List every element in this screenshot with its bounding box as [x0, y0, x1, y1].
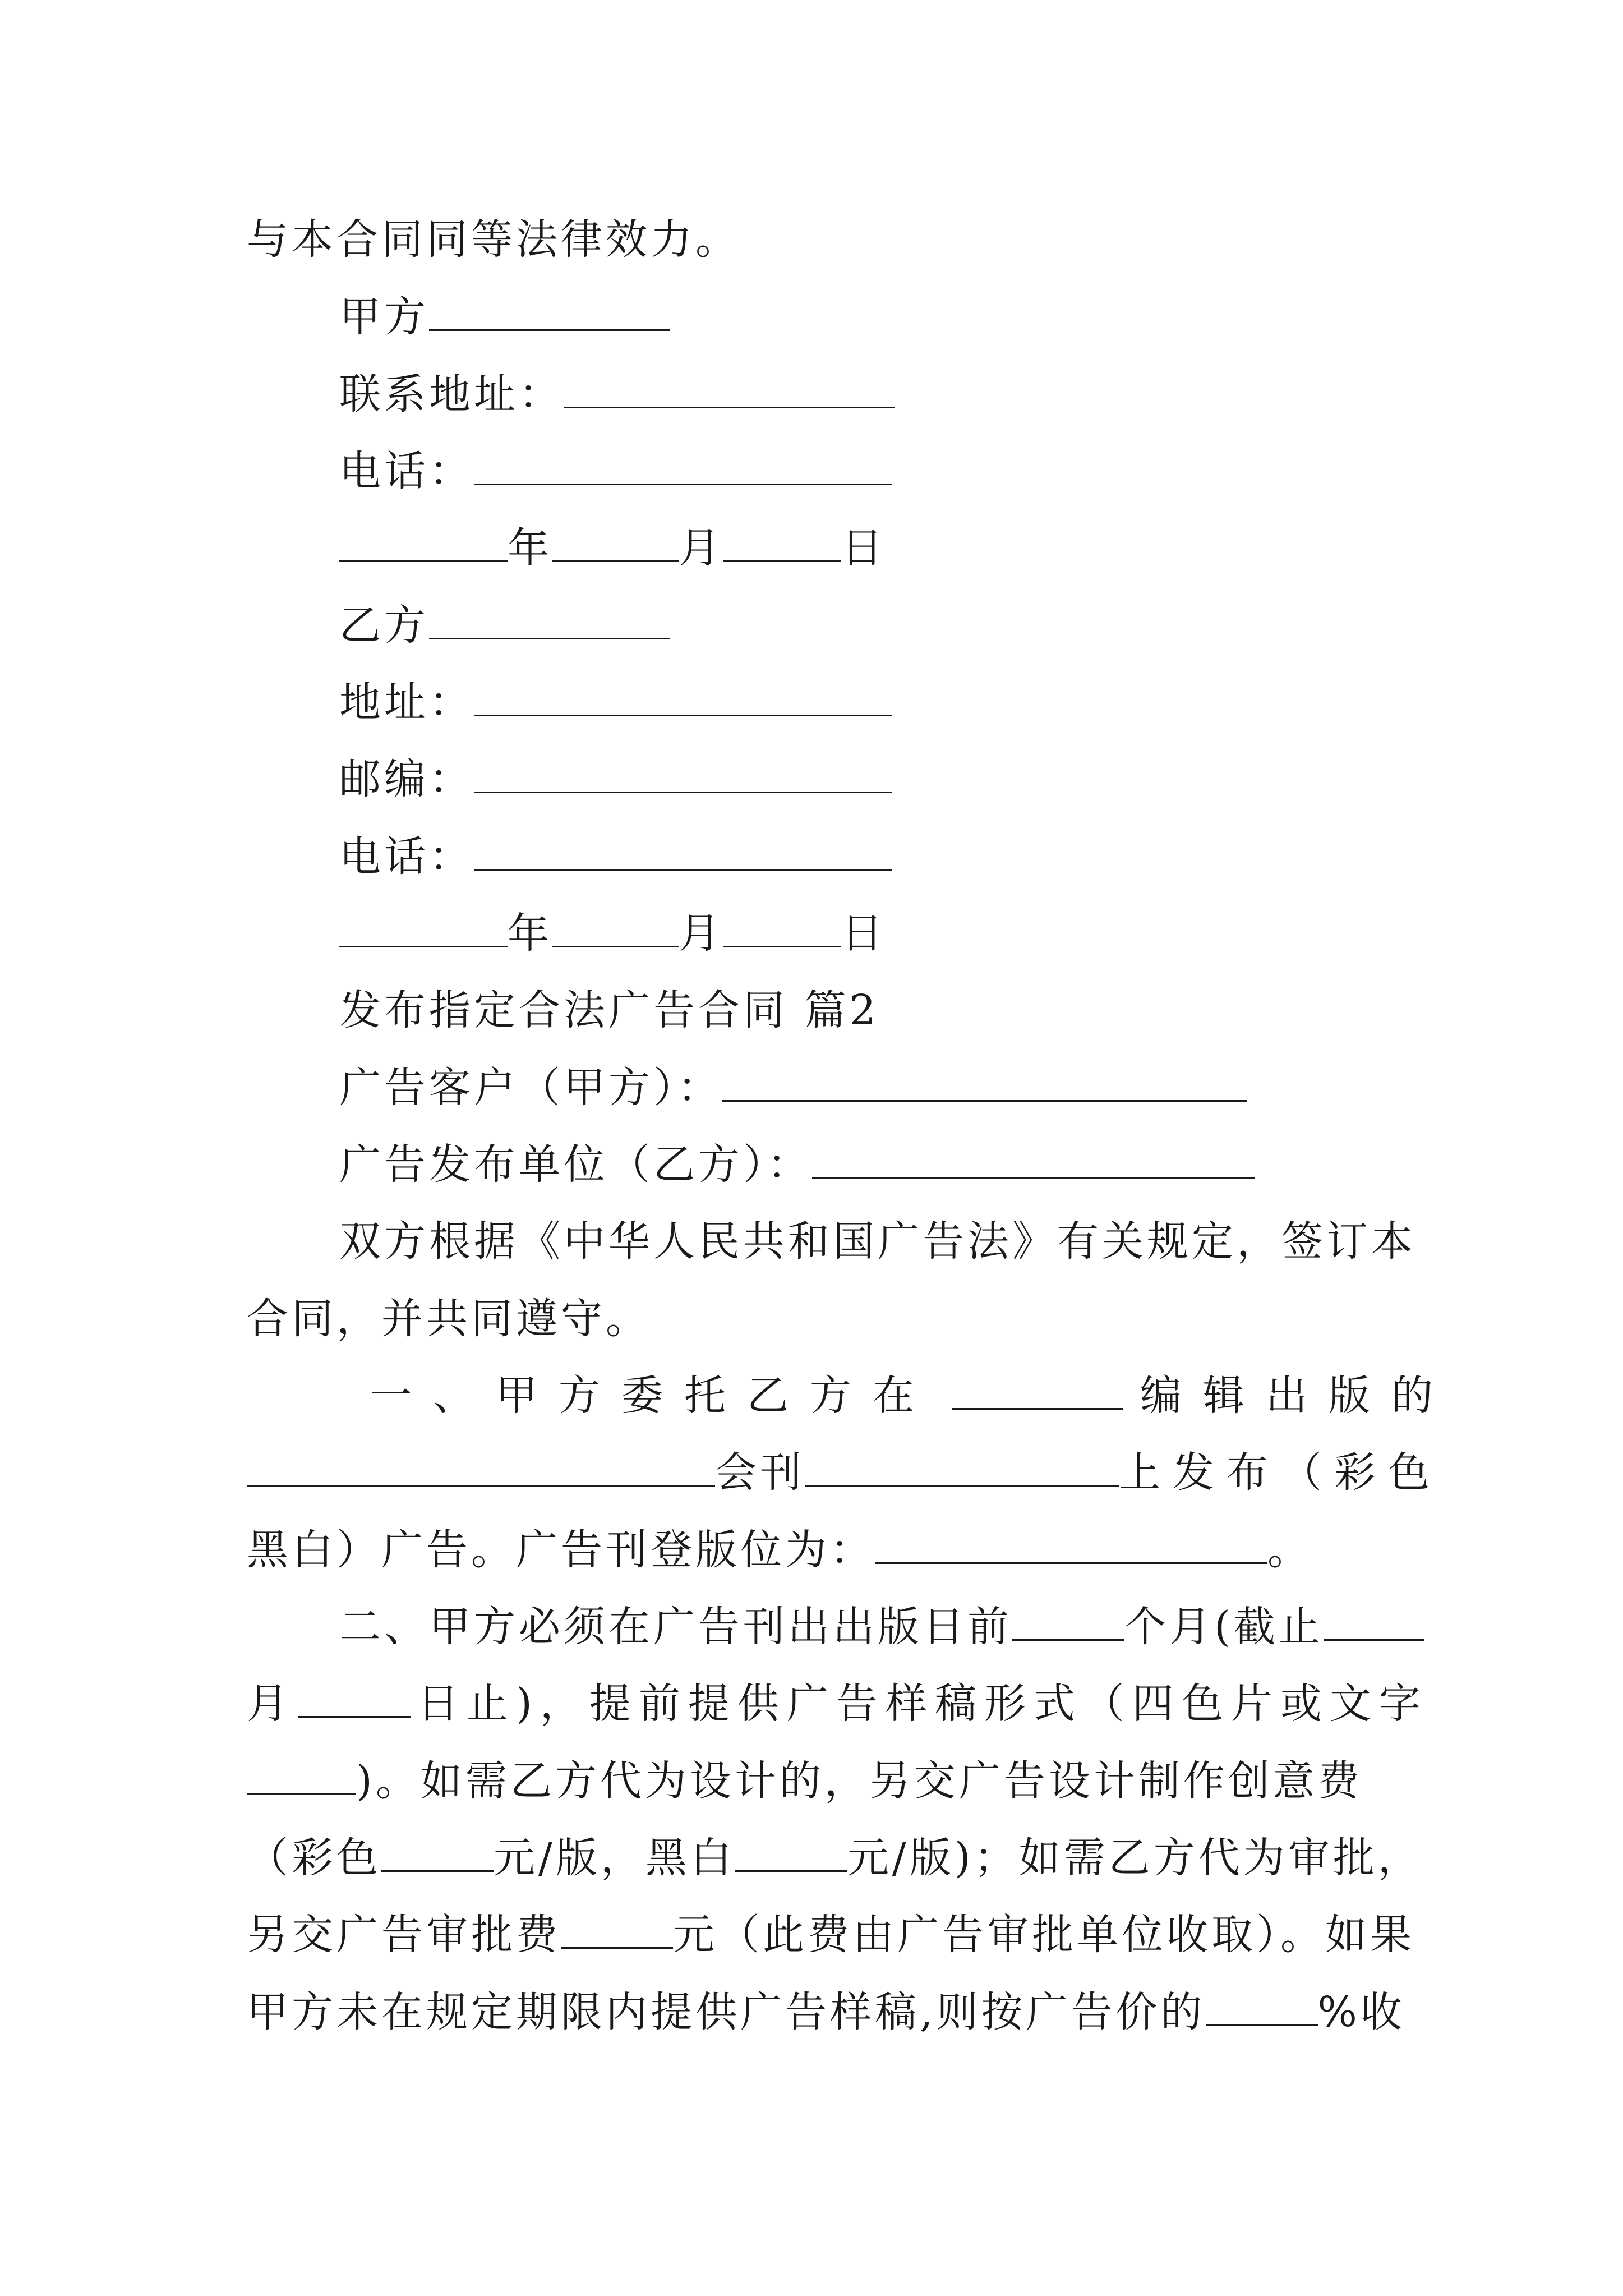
address-line [339, 364, 895, 425]
publisher-blank[interactable] [812, 1141, 1255, 1179]
phone-line-b [339, 826, 892, 887]
clause-1-line-2 [247, 1442, 1442, 1503]
penalty-percent-blank[interactable] [1206, 1989, 1318, 2026]
date-line-a [339, 517, 886, 579]
party-a-line [339, 286, 670, 348]
postcode-label: 邮编： [339, 755, 474, 803]
year-blank-a[interactable] [339, 524, 508, 562]
address-line-b [339, 671, 892, 733]
text-span: 个月(截止 [1124, 1603, 1324, 1651]
journal-name-blank[interactable] [247, 1449, 715, 1487]
approval-fee-blank[interactable] [561, 1911, 673, 1949]
phone-label-a: 电话： [339, 447, 474, 495]
position-blank[interactable] [875, 1526, 1267, 1564]
party-b-blank[interactable] [429, 602, 670, 639]
months-blank[interactable] [1012, 1603, 1124, 1641]
year-label-b: 年 [508, 909, 552, 958]
text-line [339, 1211, 1416, 1272]
month-label-a: 月 [679, 524, 723, 572]
phone-blank-a[interactable] [474, 448, 892, 485]
party-b-line [339, 595, 670, 656]
text-span: 元（此费由广告审批单位收取）。如果 [673, 1911, 1415, 1959]
phone-line-a [339, 440, 892, 502]
clause-2-line-3 [247, 1750, 1363, 1812]
party-b-label: 乙方 [339, 601, 429, 650]
client-blank[interactable] [722, 1064, 1247, 1102]
text-span: 上发布（彩色 [1119, 1448, 1442, 1497]
year-label-a: 年 [508, 524, 552, 572]
text-span: %收 [1317, 1988, 1405, 2036]
text-span: （彩色 [247, 1834, 381, 1882]
date-line-b [339, 903, 886, 964]
day-blank-b[interactable] [723, 910, 841, 947]
format-blank[interactable] [247, 1757, 356, 1795]
publisher-line [339, 1134, 1255, 1195]
month-label-b: 月 [679, 909, 723, 958]
clause-2-line-2 [247, 1673, 1428, 1734]
party-a-label: 甲方 [339, 293, 429, 341]
text-span: 。 [1267, 1526, 1312, 1574]
section-title: 发布指定合法广告合同 篇2 [339, 986, 879, 1034]
day-label-b: 日 [841, 909, 886, 958]
client-line [339, 1057, 1247, 1119]
bw-fee-blank[interactable] [735, 1834, 847, 1872]
clause-2-line-4 [247, 1827, 1423, 1889]
clause-2-line-5 [247, 1904, 1415, 1966]
clause-1-line [370, 1365, 1454, 1427]
text-span: 合同，并共同遵守。 [247, 1295, 651, 1343]
text-span: 另交广告审批费 [247, 1911, 561, 1959]
clause-1-line-3 [247, 1519, 1312, 1581]
address-blank[interactable] [564, 371, 895, 408]
address-label: 联系地址： [339, 370, 564, 418]
text-span: 会刊 [715, 1448, 805, 1497]
client-label: 广告客户（甲方）： [339, 1064, 722, 1112]
party-a-blank[interactable] [429, 293, 670, 331]
postcode-line [339, 748, 892, 810]
text-span: 元/版)；如需乙方代为审批， [847, 1834, 1423, 1882]
text-span: 月 [247, 1680, 292, 1728]
clause-2-line [339, 1596, 1424, 1658]
address-blank-b[interactable] [474, 679, 892, 716]
text-line [247, 1288, 651, 1350]
text-line [247, 209, 740, 270]
year-blank-b[interactable] [339, 910, 508, 947]
phone-blank-b[interactable] [474, 833, 892, 871]
text-span: 双方根据《中华人民共和国广告法》有关规定，签订本 [339, 1217, 1416, 1266]
text-span: 日止)，提前提供广告样稿形式（四色片或文字 [417, 1680, 1428, 1728]
text-span: 甲方未在规定期限内提供广告样稿,则按广告价的 [247, 1988, 1206, 2036]
editor-blank[interactable] [952, 1372, 1123, 1410]
text-span: 与本合同同等法律效力。 [247, 215, 740, 264]
text-span: 元/版，黑白 [494, 1834, 735, 1882]
text-span: 二、甲方必须在广告刊出出版日前 [339, 1603, 1012, 1651]
deadline-day-blank[interactable] [298, 1680, 411, 1718]
section-title-line [339, 979, 879, 1041]
phone-label-b: 电话： [339, 832, 474, 881]
address-label-b: 地址： [339, 678, 474, 726]
text-span: )。如需乙方代为设计的，另交广告设计制作创意费 [356, 1757, 1363, 1805]
day-blank-a[interactable] [723, 524, 841, 562]
day-label-a: 日 [841, 524, 886, 572]
text-span: 一、甲方委托乙方在 [370, 1372, 935, 1420]
publisher-label: 广告发布单位（乙方）： [339, 1140, 812, 1189]
text-span: 黑白）广告。广告刊登版位为： [247, 1526, 875, 1574]
month-blank-b[interactable] [552, 910, 679, 947]
text-span: 编辑出版的 [1140, 1372, 1454, 1420]
issue-blank[interactable] [805, 1449, 1119, 1487]
postcode-blank[interactable] [474, 756, 892, 793]
color-fee-blank[interactable] [381, 1834, 494, 1872]
deadline-month-blank[interactable] [1324, 1603, 1424, 1641]
clause-2-line-6 [247, 1981, 1405, 2043]
month-blank-a[interactable] [552, 524, 679, 562]
